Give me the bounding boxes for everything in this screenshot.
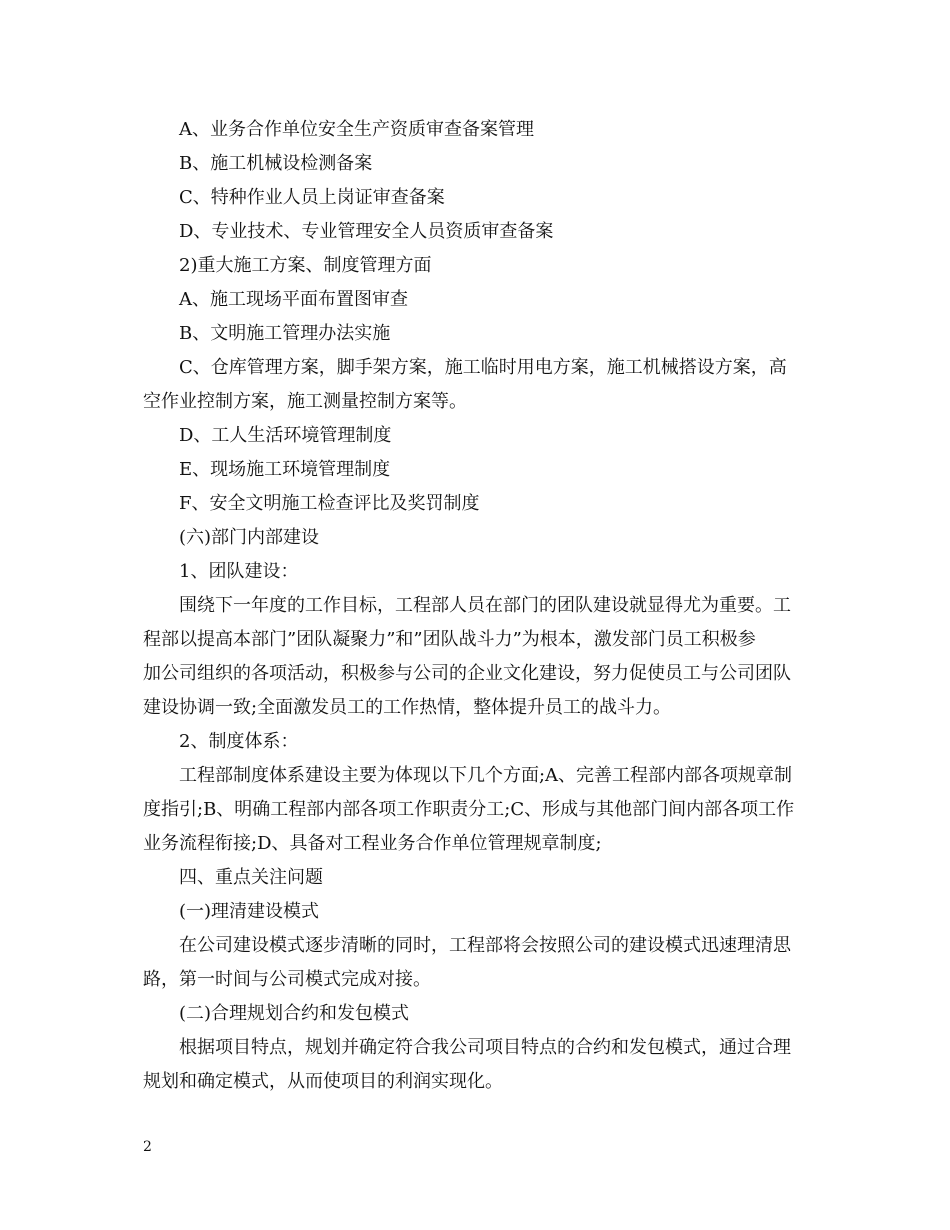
text-line: 在公司建设模式逐步清晰的同时，工程部将会按照公司的建设模式迅速理清思 [179,935,791,956]
paragraph [143,725,813,759]
text-line: 建设协调一致;全面激发员工的工作热情，整体提升员工的战斗力。 [143,697,672,718]
text-line: A、业务合作单位安全生产资质审查备案管理 [179,119,534,140]
paragraph [143,113,813,147]
document-body [143,113,813,1099]
text-line: A、施工现场平面布置图审查 [179,289,408,310]
text-line: F、安全文明施工检查评比及奖罚制度 [179,493,480,514]
text-line: (一)理清建设模式 [179,901,320,922]
paragraph [143,895,813,929]
paragraph [143,249,813,283]
paragraph [143,487,813,521]
paragraph [143,317,813,351]
text-line: 加公司组织的各项活动，积极参与公司的企业文化建设，努力促使员工与公司团队 [143,663,791,684]
paragraph [143,351,813,419]
text-line: 工程部制度体系建设主要为体现以下几个方面;A、完善工程部内部各项规章制 [179,765,793,786]
text-line: 业务流程衔接;D、具备对工程业务合作单位管理规章制度; [143,833,602,854]
paragraph [143,759,813,861]
text-line: 度指引;B、明确工程部内部各项工作职责分工;C、形成与其他部门间内部各项工作 [143,799,795,820]
paragraph [143,997,813,1031]
text-line: 根据项目特点，规划并确定符合我公司项目特点的合约和发包模式，通过合理 [179,1037,791,1058]
text-line: D、专业技术、专业管理安全人员资质审查备案 [179,221,554,242]
paragraph [143,453,813,487]
paragraph [143,589,813,725]
text-line: E、现场施工环境管理制度 [179,459,391,480]
paragraph [143,555,813,589]
text-line: 围绕下一年度的工作目标，工程部人员在部门的团队建设就显得尤为重要。工 [179,595,791,616]
text-line: 空作业控制方案，施工测量控制方案等。 [143,391,467,412]
text-line: B、文明施工管理办法实施 [179,323,391,344]
paragraph [143,521,813,555]
text-line: 2、制度体系： [179,731,299,752]
text-line: (六)部门内部建设 [179,527,320,548]
paragraph [143,861,813,895]
text-line: 程部以提高本部门”团队凝聚力”和”团队战斗力”为根本，激发部门员工积极参 [143,629,756,650]
paragraph [143,1031,813,1099]
text-line: D、工人生活环境管理制度 [179,425,392,446]
paragraph [143,929,813,997]
text-line: 四、重点关注问题 [179,867,323,888]
paragraph [143,419,813,453]
paragraph [143,147,813,181]
paragraph [143,283,813,317]
paragraph [143,181,813,215]
text-line: C、仓库管理方案，脚手架方案，施工临时用电方案，施工机械搭设方案，高 [179,357,787,378]
text-line: 2)重大施工方案、制度管理方面 [179,255,432,276]
text-line: 1、团队建设： [179,561,299,582]
text-line: 路，第一时间与公司模式完成对接。 [143,969,431,990]
text-line: (二)合理规划合约和发包模式 [179,1003,410,1024]
paragraph [143,215,813,249]
text-line: B、施工机械设检测备案 [179,153,373,174]
text-line: 规划和确定模式，从而使项目的利润实现化。 [143,1071,503,1092]
text-line: C、特种作业人员上岗证审查备案 [179,187,445,208]
page-number: 2 [143,1139,152,1155]
